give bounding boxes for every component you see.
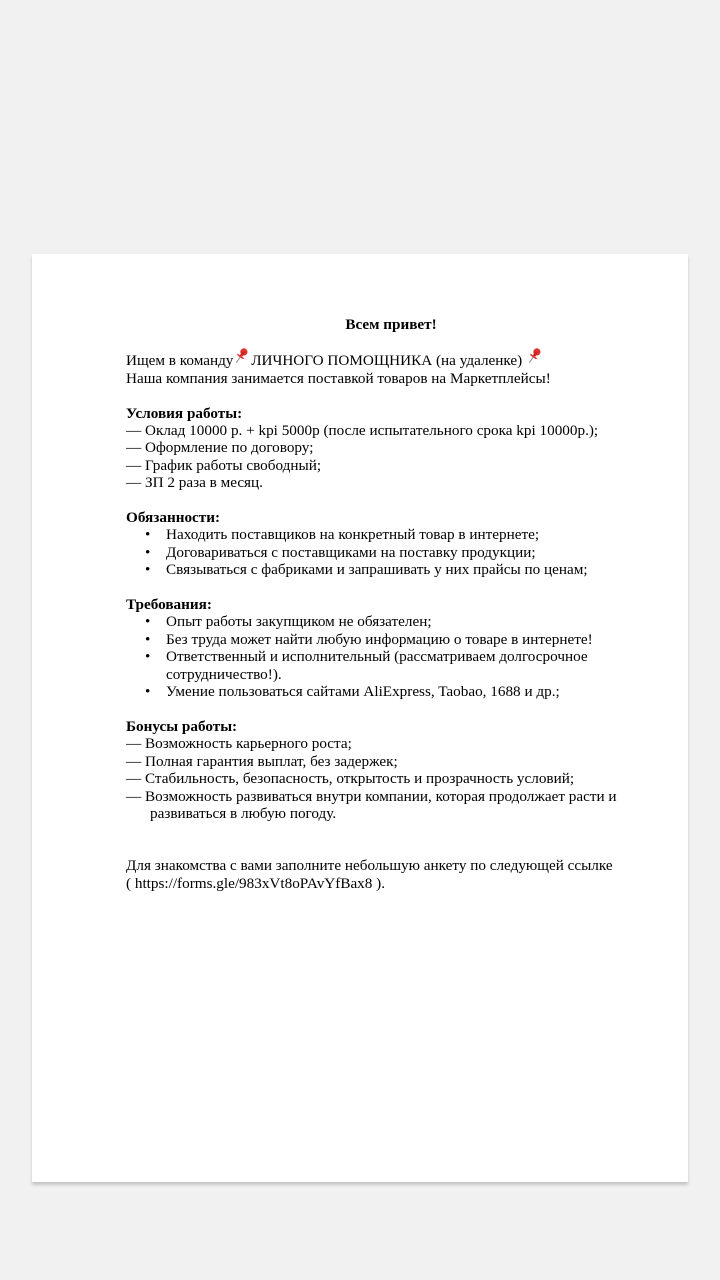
pushpin-icon — [233, 350, 247, 366]
bonuses-item: — Полная гарантия выплат, без задержек; — [126, 752, 398, 770]
conditions-section — [126, 405, 646, 492]
duties-item-text: Договариваться с поставщиками на поставку продукции; — [166, 543, 536, 561]
bullet-icon: • — [145, 683, 151, 701]
conditions-heading: Условия работы: — [126, 404, 243, 422]
list-item — [126, 544, 646, 561]
bonuses-item: — Возможность карьерного роста; — [126, 735, 352, 753]
requirements-list — [126, 613, 646, 700]
document-content — [126, 316, 646, 892]
document-page — [32, 254, 688, 1182]
bullet-icon: • — [145, 630, 151, 648]
pushpin-icon — [526, 350, 540, 366]
intro-line-1 — [126, 350, 646, 369]
duties-heading: Обязанности: — [126, 509, 221, 527]
duties-item-text: Находить поставщиков на конкретный товар в интернете; — [166, 526, 540, 544]
bullet-icon: • — [145, 561, 151, 579]
requirements-item-text: Умение пользоваться сайтами AliExpress, Taobao, 1688 и др.; — [166, 683, 560, 701]
list-item — [126, 526, 646, 543]
bullet-icon: • — [145, 648, 151, 666]
bonuses-item: — Возможность развиваться внутри компании, которая продолжает расти и — [126, 787, 617, 805]
conditions-item: — График работы свободный; — [126, 456, 322, 474]
requirements-item-text: Ответственный и исполнительный (рассматриваем долгосрочное сотрудничество!). — [166, 648, 588, 683]
list-item — [126, 683, 646, 700]
bonuses-item: — Стабильность, безопасность, открытость и прозрачность условий; — [126, 770, 575, 788]
duties-section — [126, 509, 646, 579]
list-item — [126, 561, 646, 578]
duties-list — [126, 526, 646, 578]
bonuses-item-continuation: развиваться в любую погоду. — [150, 804, 337, 822]
cta-block — [126, 857, 646, 892]
bullet-icon: • — [145, 526, 151, 544]
requirements-heading: Требования: — [126, 596, 212, 614]
conditions-item: — ЗП 2 раза в месяц. — [126, 474, 263, 492]
greeting-title: Всем привет! — [345, 316, 437, 333]
form-link[interactable]: ( https://forms.gle/983xVt8oPAvYfBax8 ). — [126, 874, 386, 892]
intro-line-2: Наша компания занимается поставкой товаров на Маркетплейсы! — [126, 369, 551, 387]
conditions-item: — Оклад 10000 р. + kpi 5000р (после испытательного срока kpi 10000р.); — [126, 422, 599, 440]
intro-text-part2: ЛИЧНОГО ПОМОЩНИКА (на удаленке) — [247, 352, 526, 370]
cta-line-1: Для знакомства с вами заполните небольшую анкету по следующей ссылке — [126, 857, 613, 875]
bonuses-heading: Бонусы работы: — [126, 717, 238, 735]
bullet-icon: • — [145, 543, 151, 561]
list-item — [126, 648, 646, 683]
requirements-section — [126, 596, 646, 700]
duties-item-text: Связываться с фабриками и запрашивать у них прайсы по ценам; — [166, 561, 588, 579]
list-item — [126, 613, 646, 630]
bonuses-section — [126, 718, 646, 822]
requirements-item-text: Опыт работы закупщиком не обязателен; — [166, 613, 432, 631]
list-item — [126, 631, 646, 648]
conditions-item: — Оформление по договору; — [126, 439, 314, 457]
requirements-item-text: Без труда может найти любую информацию о товаре в интернете! — [166, 630, 593, 648]
intro-text-part1: Ищем в команду — [126, 352, 234, 370]
intro-block — [126, 350, 646, 387]
bullet-icon: • — [145, 613, 151, 631]
